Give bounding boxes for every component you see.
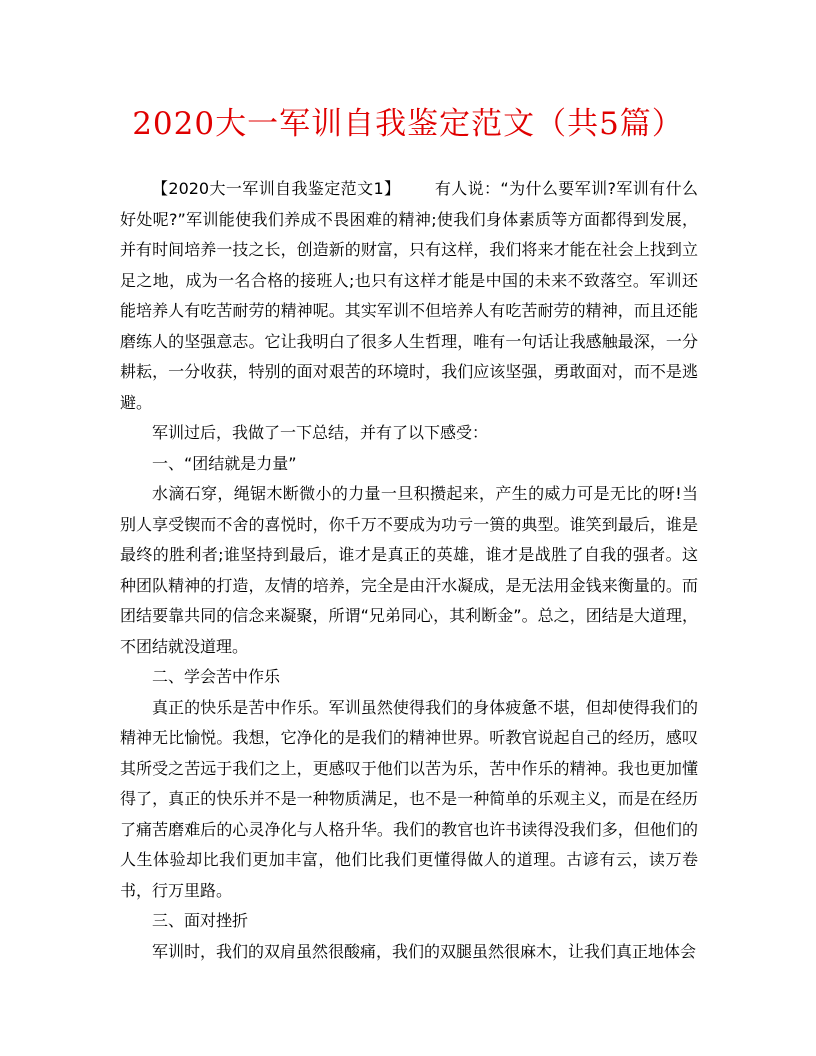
- paragraph-6: 真正的快乐是苦中作乐。军训虽然使得我们的身体疲惫不堪，但却使得我们的精神无比愉悦。我想，它净化的是我们的精神世界。听教官说起自己的经历，感叹其所受之苦远于我们之上，更感叹于他们以苦为乐，苦中作乐的精神。我也更加懂得了，真正的快乐并不是一种物质满足，也不是一种简单的乐观主义，而是在经历了痛苦磨难后的心灵净化与人格升华。我们的教官也许书读得没我们多，但他们的人生体验却比我们更加丰富，他们比我们更懂得做人的道理。古谚有云，读万卷书，行万里路。: [120, 697, 698, 900]
- heading-unity: 一、“团结就是力量”: [152, 453, 297, 473]
- document-title: 2020大一军训自我鉴定范文（共5篇）: [132, 106, 684, 142]
- paragraph-2: 军训过后，我做了一下总结，并有了以下感受：: [152, 423, 489, 442]
- document-body: [120, 174, 698, 967]
- heading-face-setbacks: 三、面对挫折: [152, 911, 249, 930]
- heading-joy-in-hardship: 二、学会苦中作乐: [152, 667, 281, 686]
- paragraph-8: 军训时，我们的双肩虽然很酸痛，我们的双腿虽然很麻木，让我们真正地体会: [152, 941, 697, 961]
- paragraph-1: [120, 174, 698, 418]
- section-tag: 【2020大一军训自我鉴定范文1】: [152, 179, 401, 198]
- paragraph-4: 水滴石穿，绳锯木断微小的力量一旦积攒起来，产生的威力可是无比的呀!当别人享受锲而不舍的喜悦时，你千万不要成为功亏一篑的典型。谁笑到最后，谁是最终的胜利者;谁坚持到最后，谁才是真正的英雄，谁才是战胜了自我的强者。这种团队精神的打造，友情的培养，完全是由汗水凝成，是无法用金钱来衡量的。而团结要靠共同的信念来凝聚，所谓“兄弟同心，其利断金”。总之，团结是大道理，不团结就没道理。: [120, 484, 698, 656]
- paragraph-1-text: 有人说：“为什么要军训?军训有什么好处呢?”军训能使我们养成不畏困难的精神;使我们身体素质等方面都得到发展，并有时间培养一技之长，创造新的财富，只有这样，我们将来才能在社会上找到立足之地，成为一名合格的接班人;也只有这样才能是中国的未来不致落空。军训还能培养人有吃苦耐劳的精神呢。其实军训不但培养人有吃苦耐劳的精神，而且还能磨练人的坚强意志。它让我明白了很多人生哲理，唯有一句话让我感触最深，一分耕耘，一分收获，特别的面对艰苦的环境时，我们应该坚强，勇敢面对，而不是逃避。: [120, 179, 698, 412]
